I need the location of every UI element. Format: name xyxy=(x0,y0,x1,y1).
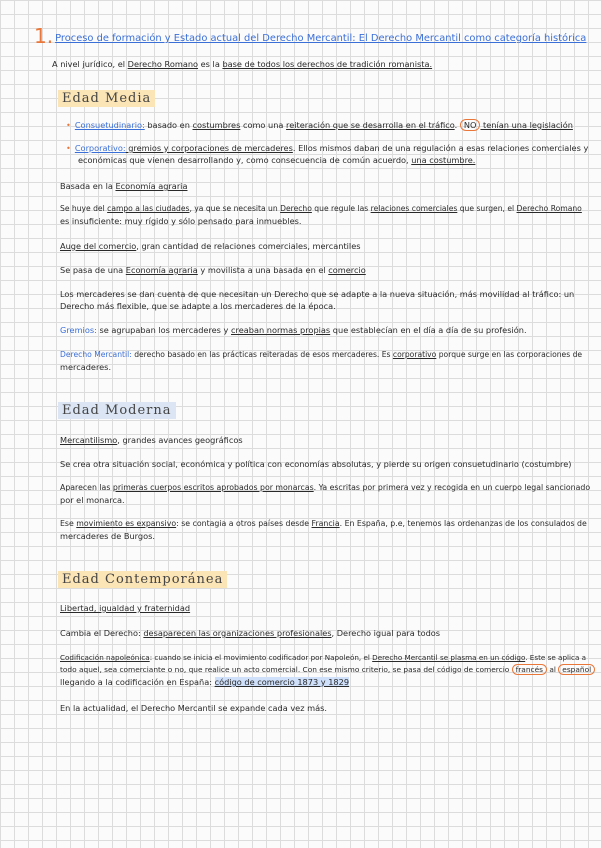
text: . En España, p.e, tenemos las ordenanzas de los consulados de xyxy=(339,519,587,528)
text: Se huye del xyxy=(60,204,108,213)
edad-moderna-p3b: por el monarca. xyxy=(60,495,125,505)
text: primeras cuerpos escritos aprobados por monarcas xyxy=(112,483,314,492)
edad-media-p4a: Los mercaderes se dan cuenta de que necesitan un Derecho que se adapte a la nueva situación, más movilidad al tráfico: un xyxy=(60,289,575,299)
heading-edad-moderna: Edad Moderna xyxy=(58,402,176,419)
text: . Ya escritas por primera vez y recogida en un cuerpo legal sancionado xyxy=(313,483,591,492)
heading-edad-media: Edad Media xyxy=(58,90,155,107)
edad-media-p5 xyxy=(60,324,527,336)
text: , Derecho igual para todos xyxy=(331,628,441,638)
edad-moderna-p2: Se crea otra situación social, económica y política con economías absolutas, y pierde su origen consuetudinario (costumbre) xyxy=(60,459,572,469)
text: Codificación napoleónica xyxy=(60,653,150,662)
text: llegando a la codificación en España: xyxy=(60,677,215,687)
text: derecho basado en las prácticas reiteradas de esos mercaderes. Es xyxy=(131,350,393,359)
text: Derecho Mercantil se plasma en un código xyxy=(372,653,526,662)
edad-media-p1a xyxy=(60,203,582,215)
title-number: 1. xyxy=(34,24,54,48)
intro-text-d: base de todos los derechos de tradición romanista. xyxy=(222,59,433,69)
intro-derecho-romano: Derecho Romano xyxy=(127,59,199,69)
text: Economía agraria xyxy=(125,265,198,275)
edad-moderna-p4a xyxy=(60,518,587,530)
heading-edad-contemporanea: Edad Contemporánea xyxy=(58,571,227,588)
text: tenían una legislación xyxy=(480,120,573,130)
economia-line xyxy=(60,180,187,192)
text: todo aquel, sea comerciante o no, que realice un acto comercial. Con ese mismo criterio, se pasa del código de comercio xyxy=(60,665,512,674)
text: Economía agraria xyxy=(115,181,188,191)
text: económicas que vienen desarrollando y, como consecuencia de común acuerdo, xyxy=(78,155,412,165)
term-consuetudinario: Consuetudinario: xyxy=(74,120,145,130)
text: Aparecen las xyxy=(60,483,113,492)
edad-media-p4b: Derecho más flexible, que se adapte a los mercaderes de la época. xyxy=(60,301,336,311)
text: Cambia el Derecho: xyxy=(60,628,144,638)
edad-moderna-p4b: mercaderes de Burgos. xyxy=(60,531,155,541)
text: como una xyxy=(240,120,287,130)
text: y movilista a una basada en el xyxy=(197,265,329,275)
edad-moderna-p3a xyxy=(60,482,590,494)
text: : cuando se inicia el movimiento codificador por Napoleón, el xyxy=(149,653,373,662)
edad-contemporanea-p4: En la actualidad, el Derecho Mercantil se expande cada vez más. xyxy=(60,703,327,713)
text: se agrupaban los mercaderes y xyxy=(96,325,232,335)
edad-media-p1b: es insuficiente: muy rígido y sólo pensado para inmuebles. xyxy=(60,216,302,226)
text: comercio xyxy=(328,265,366,275)
text: Francia xyxy=(311,519,340,528)
edad-contemporanea-p1: Libertad, igualdad y fraternidad xyxy=(60,603,191,613)
title-text: Proceso de formación y Estado actual del Derecho Mercantil: El Derecho Mercantil como categoría histórica xyxy=(55,33,587,44)
edad-media-p6b: mercaderes. xyxy=(60,362,112,372)
edad-media-bullet-1 xyxy=(66,119,573,131)
edad-moderna-p1 xyxy=(60,434,243,446)
edad-media-p6a xyxy=(60,349,582,361)
text: que establecían en el día a día de su profesión. xyxy=(330,325,527,335)
text: Derecho xyxy=(280,204,312,213)
text: gremios y corporaciones de mercaderes xyxy=(125,143,293,153)
text: porque surge en las corporaciones de xyxy=(436,350,583,359)
text: campo a las ciudades xyxy=(107,204,190,213)
term-derecho-mercantil: Derecho Mercantil: xyxy=(60,350,132,359)
bullet-dot: • xyxy=(66,120,71,130)
intro-text-c: es la xyxy=(198,59,223,69)
text: . xyxy=(454,120,460,130)
text: Basada en la xyxy=(60,181,116,191)
text: , gran cantidad de relaciones comerciales, mercantiles xyxy=(136,241,361,251)
edad-contemporanea-p3b xyxy=(60,664,595,676)
term-corporativo: Corporativo: xyxy=(74,143,126,153)
edad-media-bullet-2a xyxy=(66,142,588,154)
edad-media-p3 xyxy=(60,264,366,276)
text: al xyxy=(546,665,559,674)
page-title xyxy=(34,24,586,48)
edad-contemporanea-p3a xyxy=(60,652,586,664)
text: . Ellos mismos daban de una regulación a esas relaciones comerciales y xyxy=(292,143,589,153)
text: basado en xyxy=(144,120,193,130)
edad-media-bullet-2b xyxy=(78,154,475,166)
text: una costumbre. xyxy=(411,155,476,165)
edad-contemporanea-p2 xyxy=(60,627,440,639)
text: relaciones comerciales xyxy=(370,204,458,213)
text: Derecho Romano xyxy=(516,204,582,213)
text: corporativo xyxy=(392,350,437,359)
text: Ese xyxy=(60,519,77,528)
text: Auge del comercio xyxy=(60,241,137,251)
term-gremios: Gremios: xyxy=(60,325,97,335)
text: : se contagia a otros países desde xyxy=(176,519,312,528)
text: creaban normas propias xyxy=(231,325,331,335)
circled-frances: francés xyxy=(512,664,547,675)
text: Se pasa de una xyxy=(60,265,126,275)
edad-media-p2 xyxy=(60,240,361,252)
text: reiteración que se desarrolla en el tráfico xyxy=(286,120,455,130)
text: desaparecen las organizaciones profesionales xyxy=(143,628,332,638)
text: , ya que se necesita un xyxy=(189,204,281,213)
text: que regule las xyxy=(311,204,371,213)
intro-line xyxy=(52,58,432,70)
text: movimiento es expansivo xyxy=(76,519,177,528)
text: Mercantilismo xyxy=(60,435,118,445)
text: que surgen, el xyxy=(457,204,517,213)
text: costumbres xyxy=(192,120,241,130)
circled-espanol: español xyxy=(558,664,595,675)
text: , grandes avances geográficos xyxy=(117,435,243,445)
circled-no: NO xyxy=(460,119,481,131)
text: . Este se aplica a xyxy=(525,653,587,662)
bullet-dot: • xyxy=(66,143,71,153)
edad-contemporanea-p3c xyxy=(60,676,349,688)
intro-text-a: A nivel jurídico, el xyxy=(52,59,128,69)
highlight-codigo-comercio: código de comercio 1873 y 1829 xyxy=(214,677,350,687)
